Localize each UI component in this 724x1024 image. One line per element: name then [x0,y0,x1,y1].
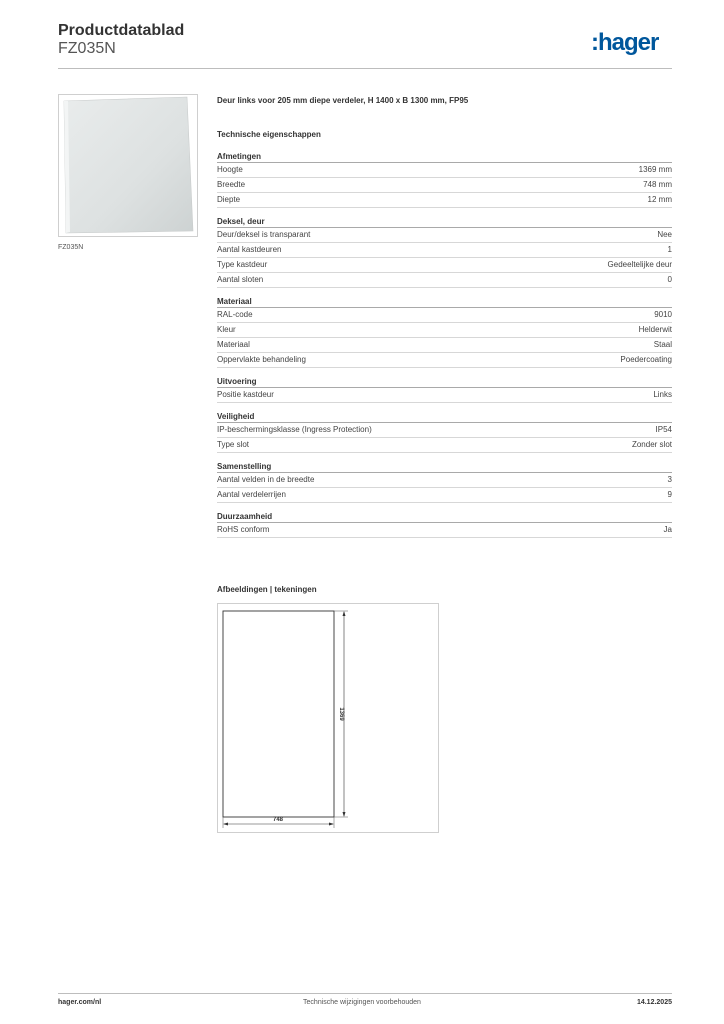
spec-row [217,523,672,538]
spec-label: Aantal verdelerrijen [217,490,286,499]
spec-group [217,411,672,453]
spec-row [217,388,672,403]
spec-group [217,511,672,538]
spec-group [217,151,672,208]
spec-row [217,338,672,353]
spec-value: Helderwit [638,325,672,334]
spec-label: Type slot [217,440,250,449]
spec-value: 12 mm [647,195,672,204]
spec-label: Oppervlakte behandeling [217,355,306,364]
spec-label: RoHS conform [217,525,270,534]
spec-value: Links [653,390,672,399]
spec-label: Diepte [217,195,241,204]
spec-group-title: Afmetingen [217,151,672,163]
spec-label: Aantal kastdeuren [217,245,282,254]
width-dimension-label: 748 [272,817,284,823]
spec-content [217,96,672,546]
spec-label: Deur/deksel is transparant [217,230,311,239]
spec-label: Type kastdeur [217,260,268,269]
product-thumbnail [58,94,198,237]
specs-title: Technische eigenschappen [217,130,321,139]
spec-row [217,438,672,453]
spec-label: Aantal sloten [217,275,264,284]
spec-row [217,178,672,193]
spec-value: 1 [667,245,672,254]
spec-label: Kleur [217,325,236,334]
height-dimension-label: 1369 [338,707,344,721]
footer-date: 14.12.2025 [636,999,672,1006]
spec-value: 9010 [654,310,672,319]
spec-group [217,216,672,288]
spec-row [217,273,672,288]
spec-group [217,461,672,503]
spec-row [217,353,672,368]
spec-group [217,376,672,403]
spec-value: Gedeeltelijke deur [607,260,672,269]
spec-group-title: Uitvoering [217,376,672,388]
spec-value: Zonder slot [631,440,672,449]
header-divider [58,68,672,69]
footer-disclaimer: Technische wijzigingen voorbehouden [303,999,421,1006]
spec-value: 748 mm [643,180,672,189]
footer-website[interactable]: hager.com/nl [58,999,102,1006]
spec-group-title: Veiligheid [217,411,672,423]
product-code: FZ035N [58,40,116,57]
spec-row [217,193,672,208]
technical-drawing [217,603,439,833]
spec-value: IP54 [655,425,672,434]
spec-row [217,163,672,178]
spec-row [217,308,672,323]
door-image [59,95,197,236]
spec-group-title: Samenstelling [217,461,672,473]
spec-label: RAL-code [217,310,253,319]
page-title: Productdatablad [58,22,185,39]
spec-value: Nee [657,230,672,239]
spec-group-title: Duurzaamheid [217,511,672,523]
spec-label: IP-beschermingsklasse (Ingress Protection) [217,425,372,434]
hager-logo [591,28,675,56]
spec-value: 1369 mm [638,165,672,174]
spec-row [217,228,672,243]
spec-value: Ja [663,525,672,534]
spec-value: 0 [667,275,672,284]
spec-row [217,323,672,338]
product-description: Deur links voor 205 mm diepe verdeler, H 1400 x B 1300 mm, FP95 [217,96,469,105]
images-title: Afbeeldingen | tekeningen [217,585,317,594]
spec-row [217,423,672,438]
spec-group [217,296,672,368]
spec-label: Positie kastdeur [217,390,274,399]
spec-value: 3 [667,475,672,484]
footer-divider [58,993,672,994]
spec-value: Poedercoating [620,355,672,364]
spec-row [217,258,672,273]
spec-value: Staal [653,340,672,349]
spec-label: Hoogte [217,165,243,174]
spec-row [217,473,672,488]
spec-group-title: Materiaal [217,296,672,308]
spec-label: Materiaal [217,340,250,349]
drawing-svg [218,604,438,832]
door-outline [223,611,334,817]
spec-value: 9 [667,490,672,499]
spec-label: Aantal velden in de breedte [217,475,315,484]
logo-text: :hager [591,29,659,56]
spec-groups [217,151,672,538]
thumbnail-caption: FZ035N [58,244,84,251]
spec-row [217,488,672,503]
spec-group-title: Deksel, deur [217,216,672,228]
spec-label: Breedte [217,180,246,189]
spec-row [217,243,672,258]
